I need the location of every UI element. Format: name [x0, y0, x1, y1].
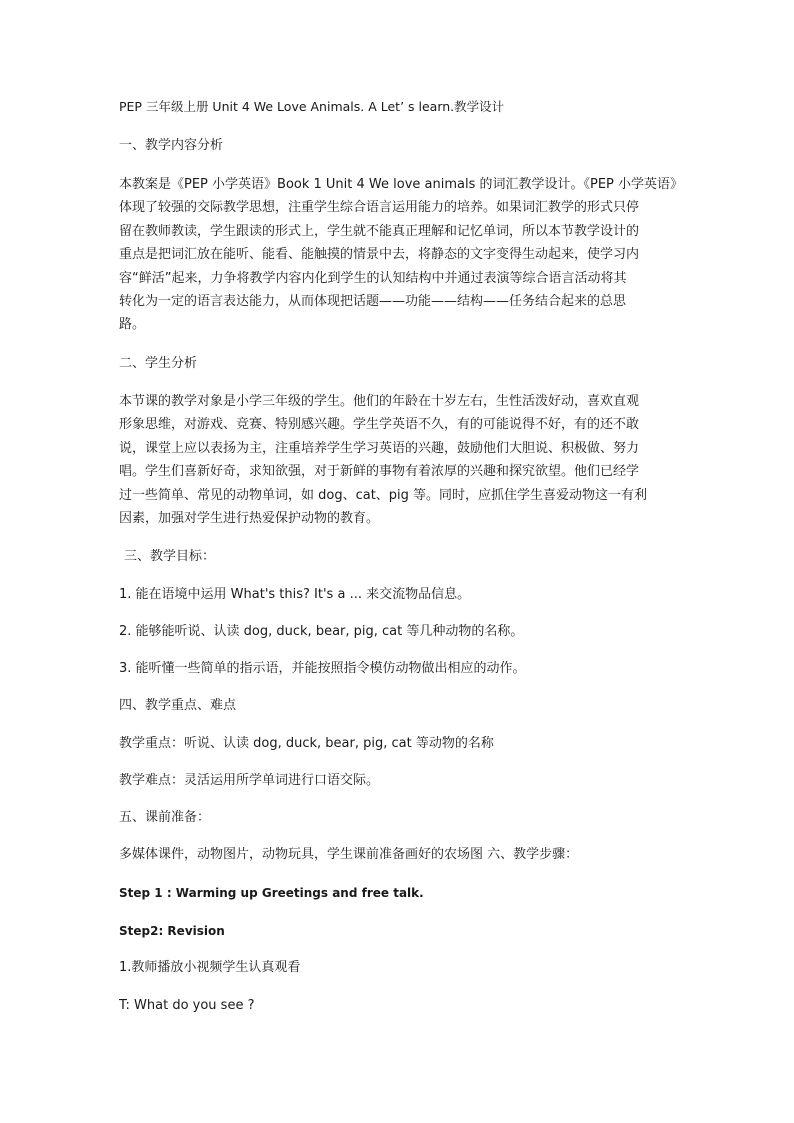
- teacher-question: T: What do you see ?: [119, 998, 255, 1013]
- section1-line: 留在教师教读，学生跟读的形式上，学生就不能真正理解和记忆单词，所以本节教学设计的: [119, 223, 640, 239]
- section3-heading: 三、教学目标：: [124, 549, 216, 564]
- section1-paragraph: [119, 173, 684, 337]
- section4-heading: 四、教学重点、难点: [119, 698, 237, 713]
- section1-line: 重点是把词汇放在能听、能看、能触摸的情景中去，将静态的文字变得生动起来，使学习内: [119, 247, 640, 263]
- section2-line: 本节课的教学对象是小学三年级的学生。他们的年龄在十岁左右，生性活泼好动，喜欢直观: [119, 394, 640, 409]
- section1-heading: 一、教学内容分析: [119, 138, 224, 153]
- preparation-text: 多媒体课件，动物图片，动物玩具，学生课前准备画好的农场图 六、教学步骤：: [119, 847, 579, 862]
- step2-text: Step2: Revision: [119, 924, 225, 938]
- document-title: PEP 三年级上册 Unit 4 We Love Animals. A Let’ s learn.教学设计: [119, 99, 505, 114]
- objective-item-1: 1. 能在语境中运用 What's this? It's a ... 来交流物品信息。: [119, 587, 471, 602]
- section2-line: 因素，加强对学生进行热爱保护动物的教育。: [119, 511, 380, 527]
- section2-line: 形象思维，对游戏、竞赛、特别感兴趣。学生学英语不久，有的可能说得不好，有的还不敢: [119, 417, 640, 433]
- section1-line: 容“鲜活”起来，力争将教学内容内化到学生的认知结构中并通过表演等综合语言活动将其: [119, 270, 627, 286]
- key-point-text: 教学重点：听说、认读 dog, duck, bear, pig, cat 等动物的名称: [119, 736, 494, 751]
- section5-heading: 五、课前准备：: [119, 810, 211, 825]
- step1-text: Step 1 : Warming up Greetings and free talk.: [119, 886, 424, 900]
- section2-heading: 二、学生分析: [119, 356, 198, 371]
- step2-item-1: 1.教师播放小视频学生认真观看: [119, 960, 301, 975]
- section1-line: 本教案是《PEP 小学英语》Book 1 Unit 4 We love animals 的词汇教学设计。《PEP 小学英语》: [119, 177, 684, 192]
- objective-item-2: 2. 能够能听说、认读 dog, duck, bear, pig, cat 等几种动物的名称。: [119, 624, 524, 639]
- section2-paragraph: [119, 390, 684, 530]
- section1-line: 路。: [119, 317, 146, 333]
- section2-line: 唱。学生们喜新好奇，求知欲强，对于新鲜的事物有着浓厚的兴趣和探究欲望。他们已经学: [119, 464, 640, 480]
- section1-line: 体现了较强的交际教学思想，注重学生综合语言运用能力的培养。如果词汇教学的形式只停: [119, 200, 640, 216]
- section2-line: 过一些简单、常见的动物单词，如 dog、cat、pig 等。同时，应抓住学生喜爱动物这一有利: [119, 487, 648, 503]
- objective-item-3: 3. 能听懂一些简单的指示语，并能按照指令模仿动物做出相应的动作。: [119, 661, 526, 676]
- section1-line: 转化为一定的语言表达能力，从而体现把话题——功能——结构——任务结合起来的总思: [119, 294, 627, 310]
- section2-line: 说，课堂上应以表扬为主，注重培养学生学习英语的兴趣，鼓励他们大胆说、积极做、努力: [119, 440, 640, 456]
- difficulty-text: 教学难点：灵活运用所学单词进行口语交际。: [119, 773, 380, 788]
